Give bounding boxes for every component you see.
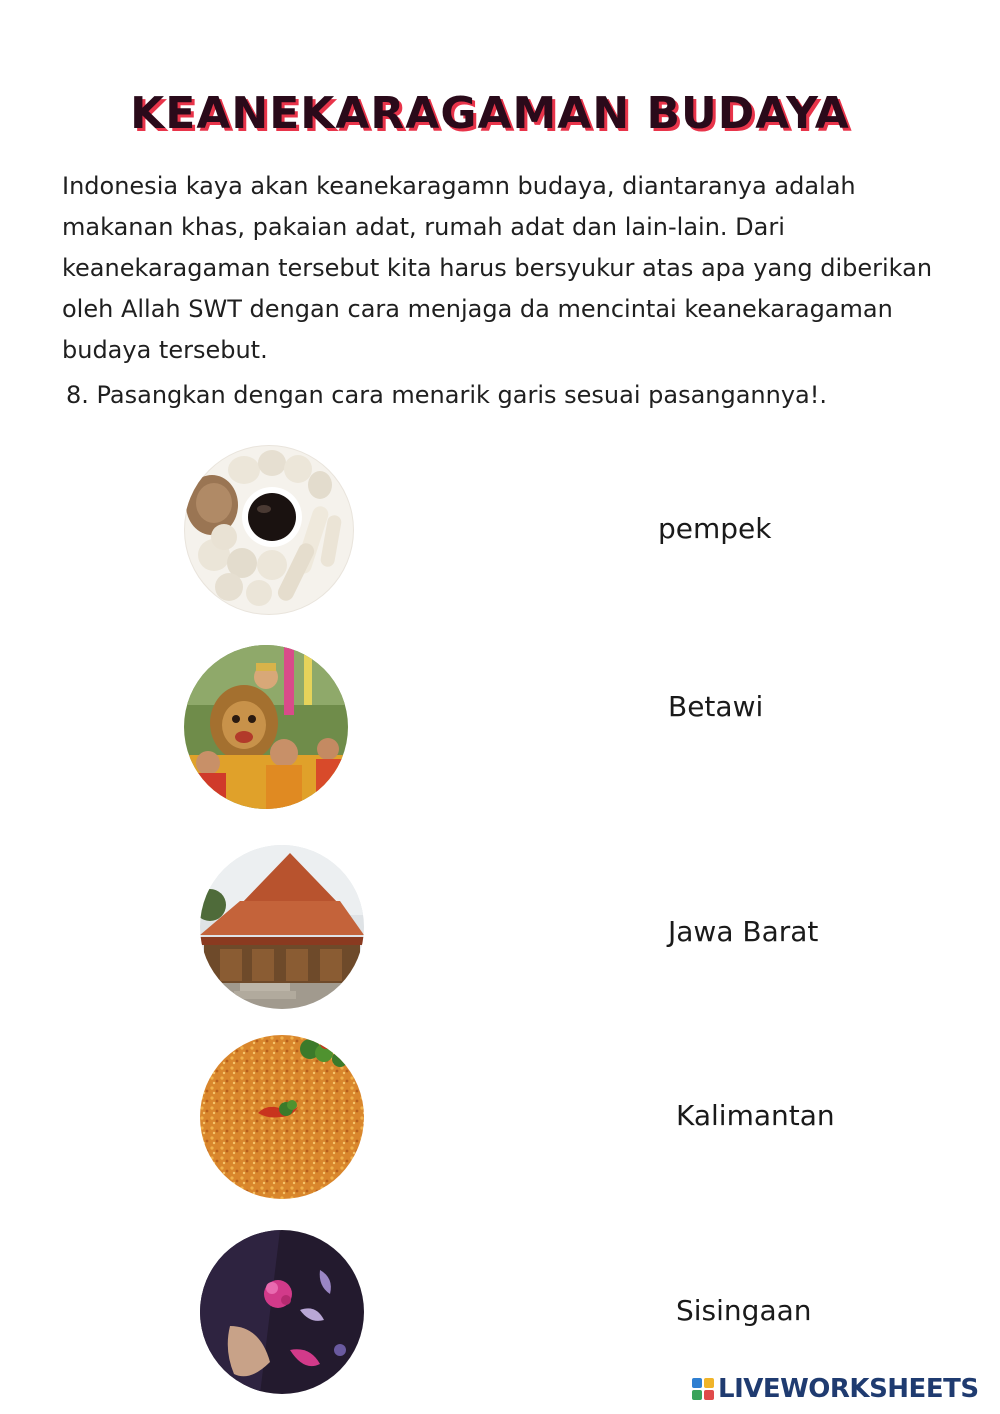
answer-kalimantan[interactable]: Kalimantan — [676, 1099, 835, 1132]
answer-jawa-barat[interactable]: Jawa Barat — [668, 915, 819, 948]
liveworksheets-logo-icon — [692, 1378, 714, 1400]
batik-clothing-photo-icon[interactable] — [200, 1230, 364, 1394]
kerak-telor-food-photo-icon[interactable] — [200, 1035, 364, 1199]
liveworksheets-brand — [692, 1371, 979, 1407]
pempek-food-photo-icon[interactable] — [184, 445, 354, 615]
traditional-house-photo-icon[interactable] — [200, 845, 364, 1009]
sisingaan-performance-photo-icon[interactable] — [184, 645, 348, 809]
brand-text: LIVEWORKSHEETS — [718, 1374, 979, 1404]
intro-paragraph: Indonesia kaya akan keanekaragamn budaya, diantaranya adalah makanan khas, pakaian adat, rumah adat dan lain-lain. Dari keanekaragaman tersebut kita harus bersyukur atas apa yang diberikan oleh Allah SWT dengan cara menjaga da mencintai keanekaragaman budaya tersebut. — [62, 172, 933, 364]
answer-sisingaan[interactable]: Sisingaan — [676, 1294, 812, 1327]
answer-pempek[interactable]: pempek — [658, 512, 772, 545]
answer-betawi[interactable]: Betawi — [668, 690, 764, 723]
worksheet-title: KEANEKARAGAMAN BUDAYA — [130, 88, 850, 139]
instruction-text: 8. Pasangkan dengan cara menarik garis sesuai pasangannya!. — [66, 381, 828, 409]
